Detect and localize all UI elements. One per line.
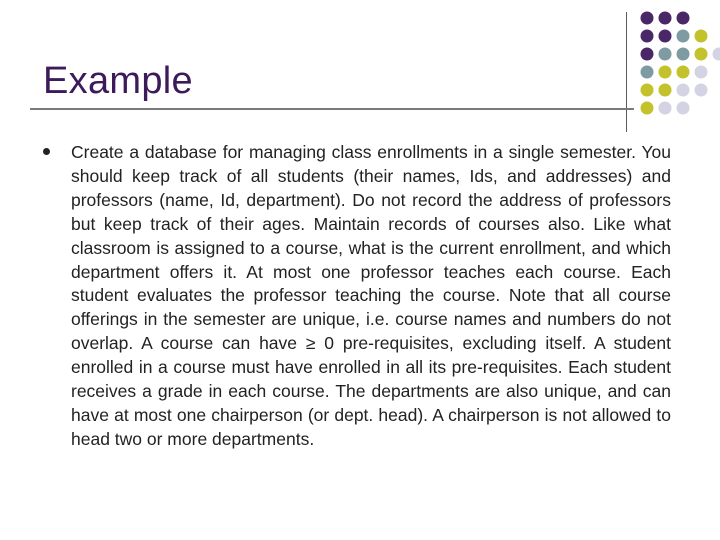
decor-dot [677, 48, 690, 61]
decor-dot [695, 84, 708, 97]
slide-title: Example [43, 60, 193, 102]
decor-dot [641, 30, 654, 43]
decor-dot [677, 30, 690, 43]
decor-dot [641, 102, 654, 115]
decor-dot [659, 12, 672, 25]
decor-dot [713, 48, 720, 61]
decor-dot [677, 66, 690, 79]
decor-dot [659, 30, 672, 43]
decor-dot [659, 102, 672, 115]
decor-dot [677, 84, 690, 97]
decor-dot [641, 48, 654, 61]
decor-dot [695, 30, 708, 43]
decor-dot [641, 12, 654, 25]
vertical-divider [626, 12, 627, 132]
decor-dot [677, 12, 690, 25]
title-underline [30, 108, 634, 110]
decor-dot [659, 84, 672, 97]
decor-dot [677, 102, 690, 115]
decor-dot [659, 66, 672, 79]
bullet-text: Create a database for managing class enrollments in a single semester. You should keep track of all students (their names, Ids, and addresses) and professors (name, Id, department). Do not record the address of professors but keep track of their ages. Maintain records of courses also. Like what classroom is assigned to a course, what is the current enrollment, and which department offers it. At most one professor teaches each course. Each student evaluates the professor teaching the course. Note that all course offerings in the semester are unique, i.e. course names and numbers do not overlap. A course can have ≥ 0 pre-requisites, excluding itself. A student enrolled in a course must have enrolled in all its pre-requisites. Each student receives a grade in each course. The departments are also unique, and can have at most one chairperson (or dept. head). A chairperson is not allowed to head two or more departments. [71, 142, 671, 449]
decor-dot [641, 66, 654, 79]
bullet-dot-icon [43, 148, 50, 155]
decor-dot [641, 84, 654, 97]
decor-dot [659, 48, 672, 61]
decor-dot [695, 66, 708, 79]
decor-dot [695, 48, 708, 61]
